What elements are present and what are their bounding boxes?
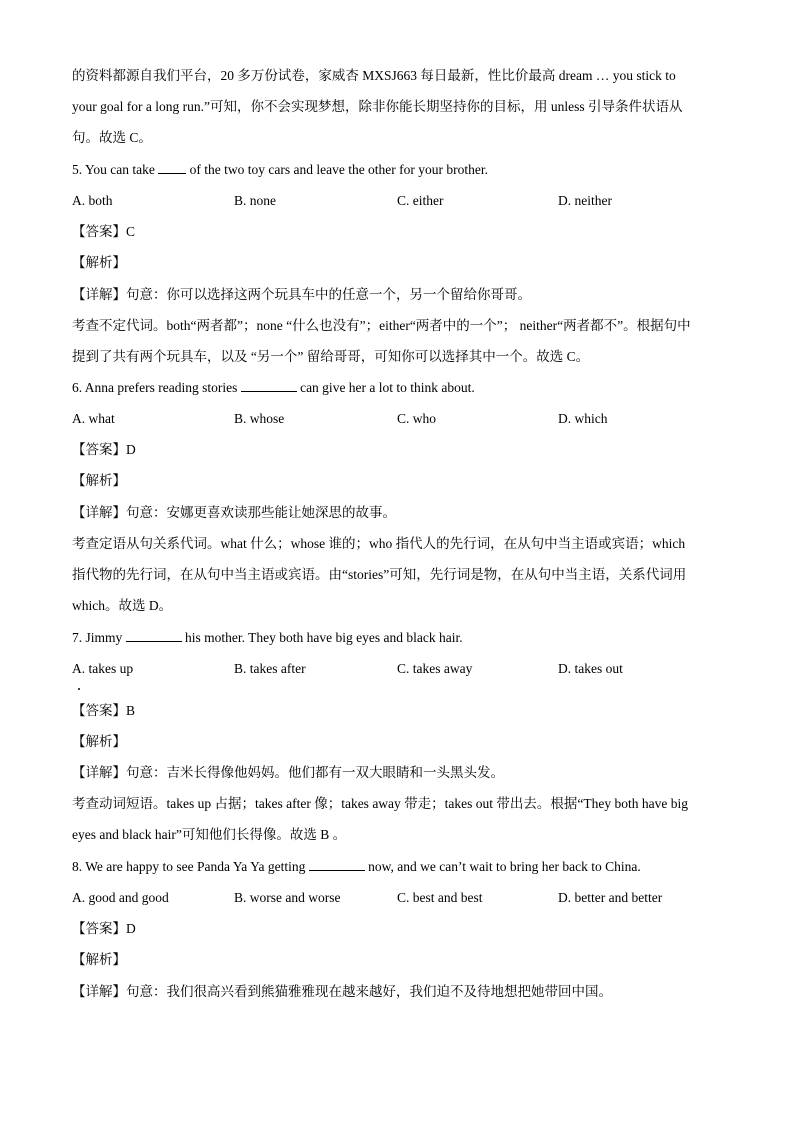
option-c: C. either <box>397 193 444 208</box>
answer-label: 【答案】C <box>72 224 136 239</box>
detail-line: 考查动词短语。takes up 占据；takes after 像；takes away 带走；takes out 带出去。根据“They both have big <box>72 796 689 811</box>
detail-line: 【详解】句意：安娜更喜欢读那些能让她深思的故事。 <box>72 505 396 520</box>
option-d: D. better and better <box>558 890 663 905</box>
intro-line: your goal for a long run.”可知，你不会实现梦想，除非你能长期坚持你的目标，用 unless 引导条件状语从 <box>72 99 683 114</box>
option-a: A. both <box>72 193 113 208</box>
question-stem <box>72 161 722 179</box>
stem-text: 5. You can take <box>72 162 159 177</box>
detail-line: 【详解】句意：吉米长得像他妈妈。他们都有一双大眼睛和一头黑头发。 <box>72 765 504 780</box>
option-c: C. who <box>397 411 437 426</box>
stem-text: 6. Anna prefers reading stories <box>72 380 241 395</box>
detail-line: 指代物的先行词，在从句中当主语或宾语。由“stories”可知，先行词是物，在从句中当主语，关系代词用 <box>72 567 687 582</box>
detail-line: 【详解】句意：我们很高兴看到熊猫雅雅现在越来越好，我们迫不及待地想把她带回中国。 <box>72 984 612 999</box>
option-b: B. none <box>234 193 276 208</box>
detail-line: which。故选 D。 <box>72 598 173 613</box>
option-a: A. good and good <box>72 890 169 905</box>
analysis-label: 【解析】 <box>72 734 126 749</box>
detail-line: 提到了共有两个玩具车，以及 “另一个” 留给哥哥，可知你可以选择其中一个。故选 C。 <box>72 349 590 364</box>
analysis-label: 【解析】 <box>72 952 126 967</box>
stem-text: now, and we can’t wait to bring her back to China. <box>364 859 641 874</box>
option-a: A. what <box>72 411 115 426</box>
answer-blank <box>158 161 186 174</box>
answer-blank <box>241 379 297 392</box>
stem-text: 7. Jimmy <box>72 630 126 645</box>
analysis-label: 【解析】 <box>72 255 126 270</box>
stem-text: his mother. They both have big eyes and black hair. <box>181 630 463 645</box>
question-stem <box>72 858 722 876</box>
option-b: B. whose <box>234 411 285 426</box>
answer-label: 【答案】D <box>72 921 136 936</box>
stem-text: 8. We are happy to see Panda Ya Ya getting <box>72 859 309 874</box>
detail-line: eyes and black hair”可知他们长得像。故选 B 。 <box>72 827 347 842</box>
stray-mark <box>78 688 80 690</box>
analysis-label: 【解析】 <box>72 473 126 488</box>
answer-label: 【答案】D <box>72 442 136 457</box>
option-b: B. worse and worse <box>234 890 341 905</box>
option-d: D. takes out <box>558 661 623 676</box>
option-a: A. takes up <box>72 661 134 676</box>
answer-blank <box>126 629 182 642</box>
option-d: D. neither <box>558 193 612 208</box>
option-c: C. best and best <box>397 890 483 905</box>
question-stem <box>72 379 722 397</box>
stem-text: can give her a lot to think about. <box>296 380 475 395</box>
detail-line: 考查定语从句关系代词。what 什么；whose 谁的；who 指代人的先行词，在从句中当主语或宾语；which <box>72 536 686 551</box>
option-d: D. which <box>558 411 608 426</box>
option-b: B. takes after <box>234 661 306 676</box>
answer-blank <box>309 858 365 871</box>
stem-text: of the two toy cars and leave the other for your brother. <box>186 162 489 177</box>
intro-line: 的资料都源自我们平台，20 多万份试卷，家威杏 MXSJ663 每日最新，性比价最高 dream … you stick to <box>72 68 676 83</box>
option-c: C. takes away <box>397 661 473 676</box>
question-stem <box>72 629 722 647</box>
answer-label: 【答案】B <box>72 703 136 718</box>
detail-line: 【详解】句意：你可以选择这两个玩具车中的任意一个，另一个留给你哥哥。 <box>72 287 531 302</box>
detail-line: 考查不定代词。both“两者都”；none “什么也没有”；either“两者中的一个”； neither“两者都不”。根据句中 <box>72 318 691 333</box>
intro-line: 句。故选 C。 <box>72 130 152 145</box>
